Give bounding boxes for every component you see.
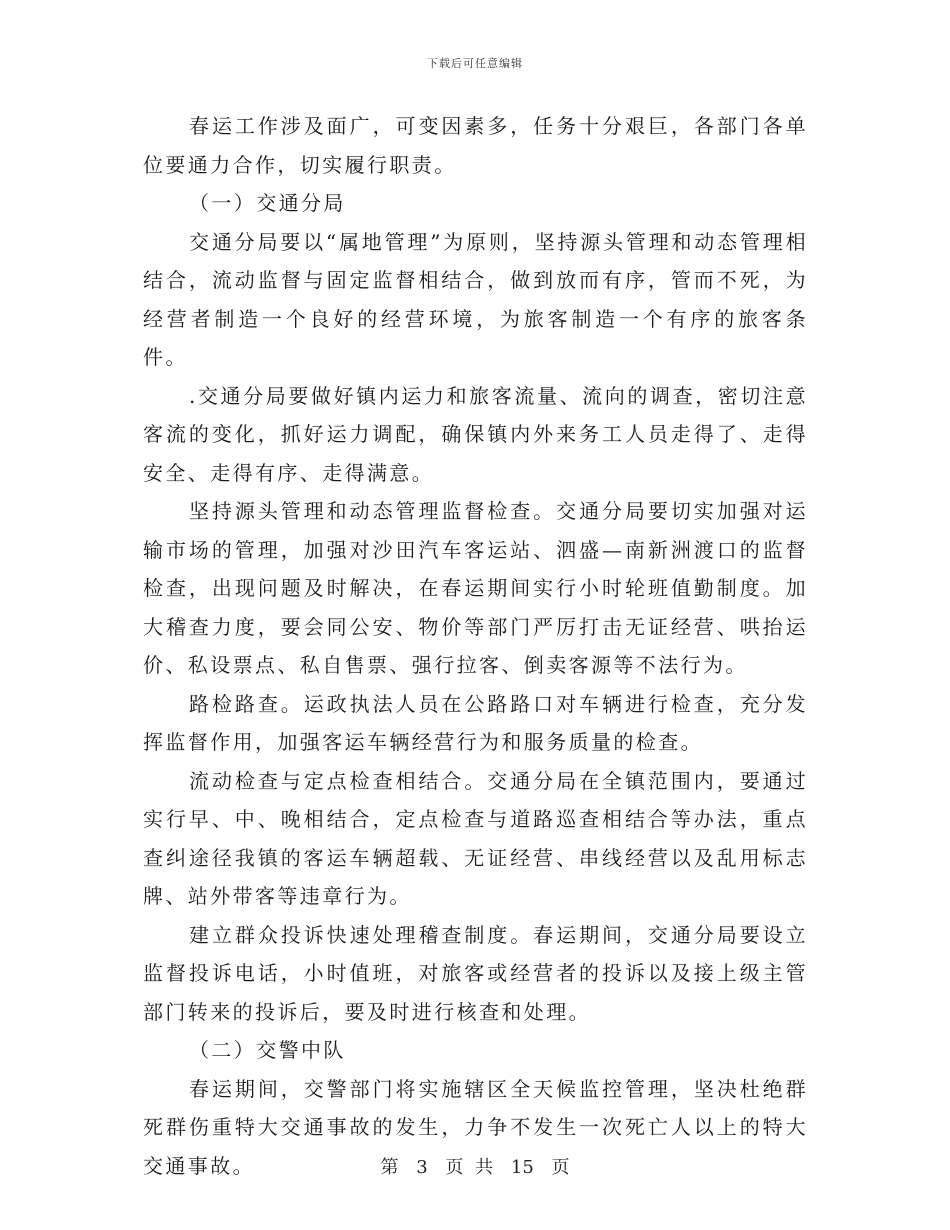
footer-prefix: 第 [380, 1157, 399, 1178]
page-header: 下载后可任意编辑 [427, 57, 523, 70]
paragraph-source-management: 坚持源头管理和动态管理监督检查。交通分局要切实加强对运输市场的管理，加强对沙田汽车客运站、泗盛—南新洲渡口的监督检查，出现问题及时解决，在春运期间实行小时轮班值勤制度。加大稽查力度，要会同公安、物价等部门严厉打击无证经营、哄抬运价、私设票点、私自售票、强行拉客、倒卖客源等不法行为。 [143, 499, 808, 677]
paragraph-complaints: 建立群众投诉快速处理稽查制度。春运期间，交通分局要设立监督投诉电话，小时值班，对旅客或经营者的投诉以及接上级主管部门转来的投诉后，要及时进行核查和处理。 [143, 922, 808, 1024]
paragraph-mobile-inspection: 流动检查与定点检查相结合。交通分局在全镇范围内，要通过实行早、中、晚相结合，定点检查与道路巡查相结合等办法，重点查纠途径我镇的客运车辆超载、无证经营、串线经营以及乱用标志牌、站外带客等违章行为。 [143, 768, 808, 908]
paragraph-police-monitoring: 春运期间，交警部门将实施辖区全天候监控管理，坚决杜绝群死群伤重特大交通事故的发生，力争不发生一次死亡人以上的特大交通事故。 [143, 1076, 808, 1178]
paragraph-intro: 春运工作涉及面广，可变因素多，任务十分艰巨，各部门各单位要通力合作，切实履行职责。 [143, 114, 808, 177]
page-footer [0, 1153, 950, 1179]
section-heading-traffic-police: （二）交警中队 [189, 1038, 346, 1062]
document-body [143, 107, 808, 1185]
footer-total-pages: 15 [510, 1157, 534, 1178]
footer-middle: 页 共 [445, 1157, 494, 1178]
paragraph-road-inspection: 路检路查。运政执法人员在公路路口对车辆进行检查，充分发挥监督作用，加强客运车辆经营行为和服务质量的检查。 [143, 691, 808, 754]
footer-suffix: 页 [551, 1157, 570, 1178]
section-heading-traffic-bureau: （一）交通分局 [189, 191, 346, 215]
footer-page-number: 3 [416, 1157, 428, 1178]
paragraph-survey: .交通分局要做好镇内运力和旅客流量、流向的调查，密切注意客流的变化，抓好运力调配，确保镇内外来务工人员走得了、走得安全、走得有序、走得满意。 [143, 383, 808, 485]
paragraph-principle: 交通分局要以“属地管理”为原则，坚持源头管理和动态管理相结合，流动监督与固定监督相结合，做到放而有序，管而不死，为经营者制造一个良好的经营环境，为旅客制造一个有序的旅客条件。 [143, 229, 808, 369]
